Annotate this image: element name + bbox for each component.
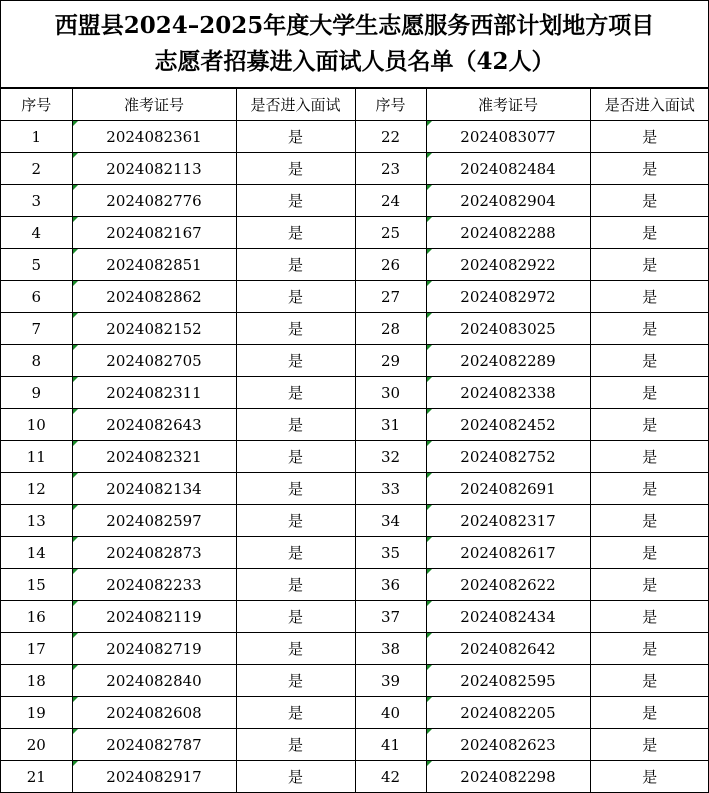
seq-cell-right: 34: [355, 505, 426, 537]
header-seq-left: 序号: [1, 89, 72, 121]
seq-cell-left: 16: [1, 601, 72, 633]
table-row: [1, 473, 709, 505]
interview-status-cell-right: 是: [590, 217, 709, 249]
seq-cell-left: 17: [1, 633, 72, 665]
interview-status-cell-left: 是: [236, 569, 355, 601]
table-row: [1, 569, 709, 601]
exam-id-cell-left: 2024082917: [72, 761, 236, 793]
exam-id-cell-right: 2024082752: [426, 441, 590, 473]
table-row: [1, 505, 709, 537]
exam-id-cell-left: 2024082113: [72, 153, 236, 185]
exam-id-cell-right: 2024082623: [426, 729, 590, 761]
seq-cell-left: 21: [1, 761, 72, 793]
exam-id-cell-right: 2024082338: [426, 377, 590, 409]
seq-cell-left: 20: [1, 729, 72, 761]
interview-status-cell-left: 是: [236, 537, 355, 569]
interview-status-cell-left: 是: [236, 281, 355, 313]
exam-id-cell-left: 2024082787: [72, 729, 236, 761]
seq-cell-right: 38: [355, 633, 426, 665]
interview-status-cell-left: 是: [236, 153, 355, 185]
exam-id-cell-right: 2024082972: [426, 281, 590, 313]
header-interview-right: 是否进入面试: [590, 89, 709, 121]
document-title: [1, 0, 708, 88]
interview-status-cell-right: 是: [590, 281, 709, 313]
title-line-2: 志愿者招募进入面试人员名单（42人）: [154, 48, 555, 75]
seq-cell-left: 19: [1, 697, 72, 729]
seq-cell-right: 23: [355, 153, 426, 185]
interview-status-cell-left: 是: [236, 345, 355, 377]
interview-status-cell-left: 是: [236, 249, 355, 281]
seq-cell-left: 1: [1, 121, 72, 153]
seq-cell-left: 4: [1, 217, 72, 249]
table-row: [1, 409, 709, 441]
interview-status-cell-left: 是: [236, 441, 355, 473]
interview-status-cell-right: 是: [590, 633, 709, 665]
table-row: [1, 377, 709, 409]
seq-cell-left: 3: [1, 185, 72, 217]
table-row: [1, 121, 709, 153]
table-row: [1, 633, 709, 665]
interview-status-cell-left: 是: [236, 761, 355, 793]
interview-status-cell-right: 是: [590, 569, 709, 601]
table-row: [1, 185, 709, 217]
interview-status-cell-right: 是: [590, 665, 709, 697]
interview-status-cell-right: 是: [590, 313, 709, 345]
interview-status-cell-left: 是: [236, 665, 355, 697]
interview-status-cell-right: 是: [590, 729, 709, 761]
exam-id-cell-left: 2024082719: [72, 633, 236, 665]
interview-status-cell-left: 是: [236, 185, 355, 217]
exam-id-cell-right: 2024082289: [426, 345, 590, 377]
table-row: [1, 697, 709, 729]
seq-cell-right: 31: [355, 409, 426, 441]
interview-status-cell-left: 是: [236, 473, 355, 505]
exam-id-cell-right: 2024083025: [426, 313, 590, 345]
seq-cell-right: 35: [355, 537, 426, 569]
seq-cell-right: 39: [355, 665, 426, 697]
seq-cell-left: 5: [1, 249, 72, 281]
exam-id-cell-left: 2024082233: [72, 569, 236, 601]
exam-id-cell-left: 2024082840: [72, 665, 236, 697]
interview-status-cell-left: 是: [236, 217, 355, 249]
table-body: [1, 121, 709, 793]
table-row: [1, 537, 709, 569]
exam-id-cell-left: 2024082705: [72, 345, 236, 377]
interview-status-cell-right: 是: [590, 601, 709, 633]
exam-id-cell-left: 2024082608: [72, 697, 236, 729]
exam-id-cell-left: 2024082361: [72, 121, 236, 153]
interview-status-cell-right: 是: [590, 409, 709, 441]
seq-cell-left: 18: [1, 665, 72, 697]
seq-cell-left: 9: [1, 377, 72, 409]
seq-cell-right: 28: [355, 313, 426, 345]
seq-cell-left: 6: [1, 281, 72, 313]
seq-cell-right: 37: [355, 601, 426, 633]
interview-status-cell-right: 是: [590, 761, 709, 793]
title-line-1: 西盟县2024–2025年度大学生志愿服务西部计划地方项目: [54, 12, 655, 39]
seq-cell-left: 15: [1, 569, 72, 601]
exam-id-cell-right: 2024082317: [426, 505, 590, 537]
candidate-table: [1, 88, 709, 793]
interview-status-cell-right: 是: [590, 249, 709, 281]
exam-id-cell-left: 2024082851: [72, 249, 236, 281]
interview-status-cell-left: 是: [236, 729, 355, 761]
interview-status-cell-left: 是: [236, 505, 355, 537]
exam-id-cell-left: 2024082167: [72, 217, 236, 249]
seq-cell-right: 27: [355, 281, 426, 313]
interview-status-cell-right: 是: [590, 153, 709, 185]
header-exam-id-right: 准考证号: [426, 89, 590, 121]
seq-cell-right: 42: [355, 761, 426, 793]
interview-status-cell-right: 是: [590, 441, 709, 473]
seq-cell-right: 33: [355, 473, 426, 505]
exam-id-cell-right: 2024082904: [426, 185, 590, 217]
seq-cell-right: 32: [355, 441, 426, 473]
seq-cell-left: 2: [1, 153, 72, 185]
exam-id-cell-right: 2024082452: [426, 409, 590, 441]
table-row: [1, 761, 709, 793]
exam-id-cell-left: 2024082643: [72, 409, 236, 441]
exam-id-cell-right: 2024082205: [426, 697, 590, 729]
table-row: [1, 249, 709, 281]
table-row: [1, 345, 709, 377]
interview-status-cell-right: 是: [590, 185, 709, 217]
exam-id-cell-left: 2024082597: [72, 505, 236, 537]
table-row: [1, 601, 709, 633]
seq-cell-left: 10: [1, 409, 72, 441]
exam-id-cell-left: 2024082862: [72, 281, 236, 313]
exam-id-cell-right: 2024082691: [426, 473, 590, 505]
header-exam-id-left: 准考证号: [72, 89, 236, 121]
exam-id-cell-right: 2024082288: [426, 217, 590, 249]
exam-id-cell-left: 2024082134: [72, 473, 236, 505]
exam-id-cell-right: 2024082484: [426, 153, 590, 185]
seq-cell-right: 22: [355, 121, 426, 153]
table-row: [1, 217, 709, 249]
interview-status-cell-right: 是: [590, 377, 709, 409]
interview-status-cell-right: 是: [590, 473, 709, 505]
table-header-row: [1, 89, 709, 121]
table-row: [1, 281, 709, 313]
seq-cell-left: 13: [1, 505, 72, 537]
exam-id-cell-right: 2024082434: [426, 601, 590, 633]
interview-status-cell-right: 是: [590, 121, 709, 153]
table-row: [1, 441, 709, 473]
seq-cell-right: 24: [355, 185, 426, 217]
seq-cell-right: 40: [355, 697, 426, 729]
seq-cell-left: 7: [1, 313, 72, 345]
interview-status-cell-left: 是: [236, 601, 355, 633]
seq-cell-left: 14: [1, 537, 72, 569]
exam-id-cell-right: 2024082922: [426, 249, 590, 281]
exam-id-cell-right: 2024082595: [426, 665, 590, 697]
interview-status-cell-left: 是: [236, 377, 355, 409]
seq-cell-left: 8: [1, 345, 72, 377]
interview-status-cell-left: 是: [236, 697, 355, 729]
exam-id-cell-right: 2024082298: [426, 761, 590, 793]
exam-id-cell-left: 2024082776: [72, 185, 236, 217]
interview-status-cell-left: 是: [236, 121, 355, 153]
seq-cell-left: 11: [1, 441, 72, 473]
table-row: [1, 313, 709, 345]
interview-status-cell-right: 是: [590, 505, 709, 537]
seq-cell-right: 25: [355, 217, 426, 249]
header-interview-left: 是否进入面试: [236, 89, 355, 121]
exam-id-cell-left: 2024082873: [72, 537, 236, 569]
exam-id-cell-right: 2024083077: [426, 121, 590, 153]
exam-id-cell-right: 2024082642: [426, 633, 590, 665]
seq-cell-left: 12: [1, 473, 72, 505]
table-row: [1, 665, 709, 697]
seq-cell-right: 41: [355, 729, 426, 761]
exam-id-cell-right: 2024082617: [426, 537, 590, 569]
seq-cell-right: 26: [355, 249, 426, 281]
exam-id-cell-left: 2024082311: [72, 377, 236, 409]
exam-id-cell-left: 2024082152: [72, 313, 236, 345]
interview-status-cell-left: 是: [236, 633, 355, 665]
seq-cell-right: 36: [355, 569, 426, 601]
interview-status-cell-right: 是: [590, 345, 709, 377]
exam-id-cell-right: 2024082622: [426, 569, 590, 601]
header-seq-right: 序号: [355, 89, 426, 121]
seq-cell-right: 29: [355, 345, 426, 377]
interview-status-cell-left: 是: [236, 313, 355, 345]
interview-status-cell-left: 是: [236, 409, 355, 441]
interview-status-cell-right: 是: [590, 697, 709, 729]
exam-id-cell-left: 2024082321: [72, 441, 236, 473]
interview-status-cell-right: 是: [590, 537, 709, 569]
seq-cell-right: 30: [355, 377, 426, 409]
table-row: [1, 153, 709, 185]
table-row: [1, 729, 709, 761]
exam-id-cell-left: 2024082119: [72, 601, 236, 633]
